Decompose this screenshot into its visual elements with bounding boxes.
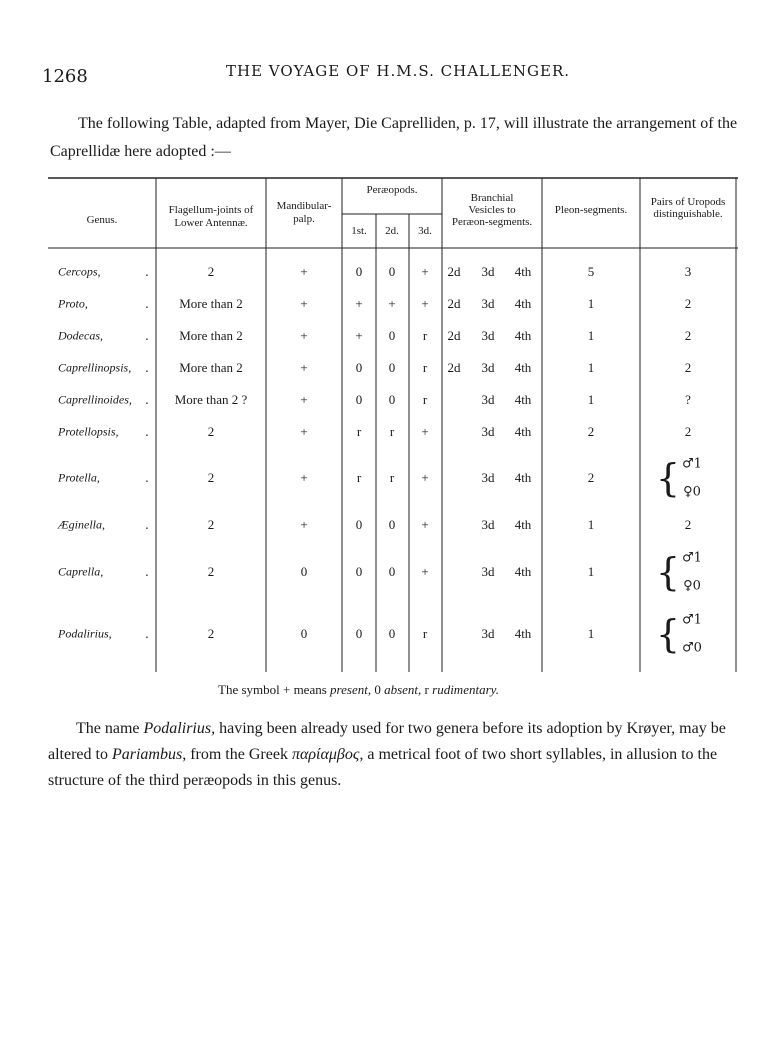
cell-b2: 3d xyxy=(481,360,495,375)
cell-p1: 0 xyxy=(355,360,363,375)
cell-p2: 0 xyxy=(388,564,396,579)
cell-p2: r xyxy=(389,424,395,439)
cell-b2: 3d xyxy=(481,626,495,641)
cell-b2: 3d xyxy=(481,296,495,311)
cell-uropods-lower: ♀0 xyxy=(683,484,701,500)
cell-p1: + xyxy=(355,328,363,343)
cell-flag: 2 xyxy=(207,264,215,279)
dot-leader: . xyxy=(145,425,149,439)
cell-p1: r xyxy=(356,424,362,439)
cell-p2: 0 xyxy=(388,264,396,279)
dot-leader: . xyxy=(145,393,149,407)
cell-b3: 4th xyxy=(514,517,532,532)
cell-pleon: 5 xyxy=(587,264,595,279)
cell-p2: + xyxy=(388,296,396,311)
cell-p2: r xyxy=(389,470,395,485)
cell-mand: + xyxy=(300,264,308,279)
para-greek: παρίαμβος, xyxy=(291,746,364,763)
header-flagellum-2: Lower Antennæ. xyxy=(174,217,248,229)
cell-b3: 4th xyxy=(514,564,532,579)
brace-icon: { xyxy=(655,612,681,656)
cell-p3: r xyxy=(422,328,428,343)
cell-flag: 2 xyxy=(207,424,215,439)
cell-uropods: 2 xyxy=(684,424,692,439)
cell-flag: 2 xyxy=(207,564,215,579)
cell-p3: + xyxy=(421,296,429,311)
cell-flag: 2 xyxy=(207,470,215,485)
dot-leader: . xyxy=(145,297,149,311)
cell-b3: 4th xyxy=(514,626,532,641)
genus-name: Protellopsis, xyxy=(58,424,119,439)
header-mandibular-1: Mandibular- xyxy=(276,200,332,212)
genus-name: Proto, xyxy=(58,296,88,311)
cell-b1: 2d xyxy=(447,360,461,375)
cell-uropods: 2 xyxy=(684,328,692,343)
cell-pleon: 1 xyxy=(587,564,595,579)
intro-sentence: The following Table, adapted from Mayer, Die Caprelliden, p. 17, will illustrate the arrangement of the Caprellidæ here adopted :— xyxy=(50,115,738,160)
cell-p1: 0 xyxy=(355,392,363,407)
page-number: 1268 xyxy=(42,66,88,87)
header-p3: 3d. xyxy=(418,225,432,237)
cell-p1: 0 xyxy=(355,517,363,532)
genus-name: Cercops, xyxy=(58,264,101,279)
cell-pleon: 2 xyxy=(587,470,595,485)
para-pariambus: Pariambus, xyxy=(111,746,187,763)
cell-uropods-lower: ♂0 xyxy=(682,640,702,656)
header-pleon: Pleon-segments. xyxy=(554,204,628,216)
intro-text xyxy=(50,110,740,166)
genus-name: Podalirius, xyxy=(58,626,112,641)
dot-leader: . xyxy=(145,471,149,485)
cell-b2: 3d xyxy=(481,264,495,279)
cell-flag: More than 2 xyxy=(179,328,243,343)
genus-name: Protella, xyxy=(58,470,100,485)
genus-name: Æginella, xyxy=(58,517,105,532)
cell-mand: + xyxy=(300,296,308,311)
cell-p3: + xyxy=(421,424,429,439)
dot-leader: . xyxy=(145,265,149,279)
cell-p2: 0 xyxy=(388,392,396,407)
cell-flag: More than 2 xyxy=(179,296,243,311)
cell-flag: More than 2 ? xyxy=(174,392,248,407)
genus-name: Caprellinoides, xyxy=(58,392,132,407)
cell-uropods-upper: ♂1 xyxy=(682,550,702,566)
header-peraeopods: Peræopods. xyxy=(366,184,418,196)
header-p2: 2d. xyxy=(385,225,399,237)
header-branchial-2: Vesicles to xyxy=(468,204,516,216)
cell-b3: 4th xyxy=(514,470,532,485)
cell-uropods-upper: ♂1 xyxy=(682,612,702,628)
cell-pleon: 1 xyxy=(587,360,595,375)
cell-p3: + xyxy=(421,564,429,579)
dot-leader: . xyxy=(145,627,149,641)
dot-leader: . xyxy=(145,565,149,579)
header-p1: 1st. xyxy=(351,225,367,237)
header-flagellum-1: Flagellum-joints of xyxy=(168,204,254,216)
header-uropods-1: Pairs of Uropods xyxy=(650,196,726,208)
para-podalirius: Podalirius, xyxy=(143,720,216,737)
cell-p1: 0 xyxy=(355,564,363,579)
cell-b1: 2d xyxy=(447,296,461,311)
cell-p3: r xyxy=(422,392,428,407)
caprellidae-table xyxy=(48,176,738,674)
caption-text-2: 0 xyxy=(371,682,385,697)
caption-text-1: The symbol + means xyxy=(218,682,331,697)
cell-p1: 0 xyxy=(355,264,363,279)
cell-p3: r xyxy=(422,626,428,641)
cell-b3: 4th xyxy=(514,392,532,407)
cell-mand: + xyxy=(300,392,308,407)
cell-uropods: ? xyxy=(685,392,691,407)
cell-b2: 3d xyxy=(481,424,495,439)
header-genus: Genus. xyxy=(86,214,118,226)
cell-b2: 3d xyxy=(481,470,495,485)
cell-b2: 3d xyxy=(481,392,495,407)
cell-p2: 0 xyxy=(388,517,396,532)
cell-pleon: 1 xyxy=(587,517,595,532)
cell-b3: 4th xyxy=(514,264,532,279)
caption-rudimentary: rudimentary. xyxy=(432,682,499,697)
cell-mand: + xyxy=(300,470,308,485)
cell-b2: 3d xyxy=(481,328,495,343)
cell-pleon: 1 xyxy=(587,328,595,343)
cell-mand: + xyxy=(300,517,308,532)
cell-mand: + xyxy=(300,424,308,439)
cell-b3: 4th xyxy=(514,424,532,439)
caption-text-3: r xyxy=(421,682,433,697)
cell-pleon: 1 xyxy=(587,392,595,407)
para-text-2: having been already used for two genera before its adoption by Krøyer, may be altered to xyxy=(48,720,726,763)
cell-mand: + xyxy=(300,360,308,375)
cell-flag: More than 2 xyxy=(179,360,243,375)
caption-absent: absent, xyxy=(384,682,422,697)
cell-p3: r xyxy=(422,360,428,375)
cell-pleon: 1 xyxy=(587,296,595,311)
cell-mand: 0 xyxy=(300,564,308,579)
cell-flag: 2 xyxy=(207,517,215,532)
cell-b2: 3d xyxy=(481,517,495,532)
header-branchial-1: Branchial xyxy=(470,192,514,204)
cell-b3: 4th xyxy=(514,296,532,311)
dot-leader: . xyxy=(145,518,149,532)
para-text-1: The name xyxy=(76,720,144,737)
caption-present: present, xyxy=(330,682,372,697)
cell-b3: 4th xyxy=(514,328,532,343)
genus-name: Dodecas, xyxy=(58,328,103,343)
cell-p3: + xyxy=(421,470,429,485)
cell-b1: 2d xyxy=(447,328,461,343)
cell-uropods-lower: ♀0 xyxy=(683,578,701,594)
cell-b3: 4th xyxy=(514,360,532,375)
cell-flag: 2 xyxy=(207,626,215,641)
cell-uropods-upper: ♂1 xyxy=(682,456,702,472)
cell-uropods: 2 xyxy=(684,296,692,311)
body-paragraph xyxy=(48,716,738,794)
cell-p3: + xyxy=(421,517,429,532)
cell-uropods: 2 xyxy=(684,360,692,375)
genus-name: Caprella, xyxy=(58,564,104,579)
dot-leader: . xyxy=(145,361,149,375)
cell-pleon: 1 xyxy=(587,626,595,641)
cell-p2: 0 xyxy=(388,626,396,641)
cell-uropods: 2 xyxy=(684,517,692,532)
cell-p1: + xyxy=(355,296,363,311)
running-head: THE VOYAGE OF H.M.S. CHALLENGER. xyxy=(226,62,571,80)
genus-name: Caprellinopsis, xyxy=(58,360,132,375)
brace-icon: { xyxy=(655,550,681,594)
cell-mand: 0 xyxy=(300,626,308,641)
cell-p1: 0 xyxy=(355,626,363,641)
para-text-4: a metrical foot of two short syllables, in allusion to the structure of the third peræopods in this genus. xyxy=(48,746,718,789)
para-text-3: from the Greek xyxy=(186,746,292,763)
cell-pleon: 2 xyxy=(587,424,595,439)
cell-uropods: 3 xyxy=(684,264,692,279)
dot-leader: . xyxy=(145,329,149,343)
cell-p2: 0 xyxy=(388,360,396,375)
cell-p2: 0 xyxy=(388,328,396,343)
cell-b2: 3d xyxy=(481,564,495,579)
cell-mand: + xyxy=(300,328,308,343)
header-mandibular-2: palp. xyxy=(293,213,315,225)
header-uropods-2: distinguishable. xyxy=(653,208,723,220)
table-caption xyxy=(218,682,499,698)
cell-b1: 2d xyxy=(447,264,461,279)
header-branchial-3: Peræon-segments. xyxy=(451,216,533,228)
cell-p1: r xyxy=(356,470,362,485)
brace-icon: { xyxy=(655,456,681,500)
cell-p3: + xyxy=(421,264,429,279)
